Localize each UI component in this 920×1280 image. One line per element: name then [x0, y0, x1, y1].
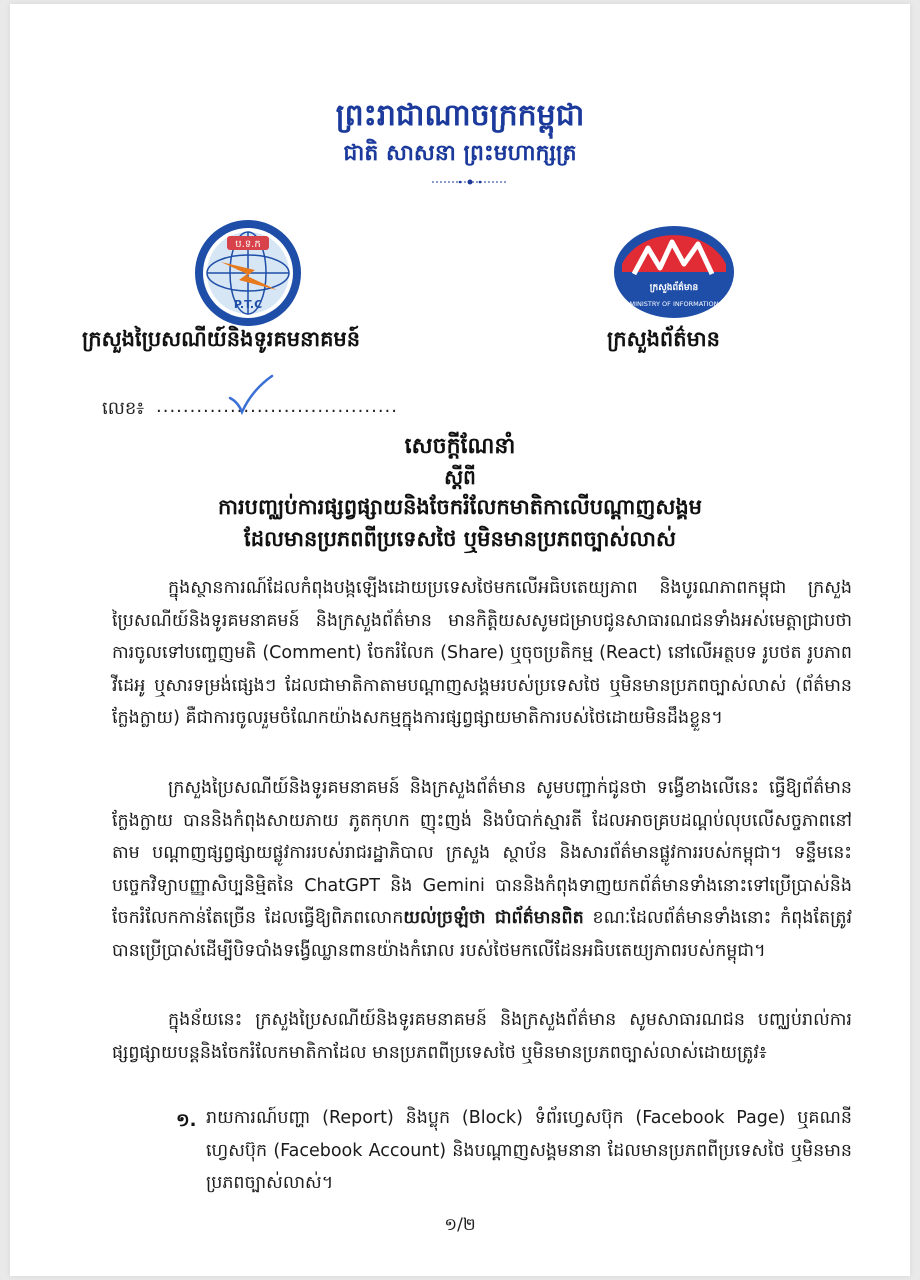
paragraph-2-text-b: ខណៈដែលព័ត៌មានទាំងនោះ កំពុងតែត្រូវបានប្រើប្រាស់ដើម្បីបិទបាំងទង្វើឈ្លានពានយ៉ាងកំរោល របស់ថៃមកលើដែនអធិបតេយ្យភាពរបស់កម្ពុជា។: [112, 908, 852, 961]
ministry-of-information-logo: [608, 224, 740, 324]
paragraph-2-emphasis: យល់ច្រឡំថា ជាព័ត៌មានពិត: [403, 908, 584, 928]
document-subject-line2: ដែលមានប្រភពពីប្រទេសថៃ ឬមិនមានប្រភពច្បាស់លាស់: [244, 527, 676, 551]
paragraph-1-text: ក្នុងស្ថានការណ៍ដែលកំពុងបង្កឡើងដោយប្រទេសថៃមកលើអធិបតេយ្យភាព និងបូរណភាពកម្ពុជា ក្រសួងប្រៃសណីយ៍និងទូរគមនាគមន៍ និងក្រសួងព័ត៌មាន មានកិត្តិយសសូមជម្រាបជូនសាធារណជនទាំងអស់មេត្តាជ្រាបថា ការចូលទៅបញ្ចេញមតិ (Comment) ចែករំលែក (Share) ឬចុចប្រតិកម្ម (React) នៅលើអត្ថបទ រូបថត រូបភាព វីដេអូ ឬសារទម្រង់ផ្សេងៗ ដែលជាមាតិកាតាមបណ្តាញសង្គមរបស់ប្រទេសថៃ ឬមិនមានប្រភពច្បាស់លាស់ (ព័ត៌មានក្លែងក្លាយ) គឺជាការចូលរួមចំណែកយ៉ាងសកម្មក្នុងការផ្សព្វផ្សាយមាតិការបស់ថៃដោយមិនដឹងខ្លួន។: [112, 578, 852, 728]
checkmark-icon: [226, 372, 276, 416]
document-page: [10, 4, 910, 1276]
paragraph-3: [112, 1004, 852, 1069]
ministry-right-name: ក្រសួងព័ត៌មាន: [607, 327, 720, 351]
reference-number-blank: ....................................: [156, 396, 398, 417]
ptc-logo-latin: P.T.C: [233, 298, 263, 311]
list-item-1-text: រាយការណ៍បញ្ហា (Report) និងប្លុក (Block) ទំព័រហ្វេសប៊ុក (Facebook Page) ឬគណនីហ្វេសប៊ុក (Facebook Account) និងបណ្តាញសង្គមនានា ដែលមានប្រភពពីប្រទេសថៃ ឬមិនមានប្រភពច្បាស់លាស់។: [206, 1108, 852, 1193]
ministry-left-name: ក្រសួងប្រៃសណីយ៍និងទូរគមនាគមន៍: [82, 327, 361, 351]
kingdom-title: ព្រះរាជាណាចក្រកម្ពុជា: [335, 98, 585, 133]
ornament-divider: [430, 177, 510, 187]
moi-logo-kh: ក្រសួងព័ត៌មាន: [649, 283, 699, 293]
document-title: សេចក្តីណែនាំ: [404, 434, 516, 459]
paragraph-2: [112, 772, 852, 967]
document-subject-label: ស្តីពី: [444, 465, 476, 489]
paragraph-1: [112, 572, 852, 735]
reference-number-label: លេខ៖: [102, 398, 145, 419]
ptc-logo-abbr: ប.ទ.ក: [235, 239, 261, 250]
paragraph-2-text-a: ក្រសួងប្រៃសណីយ៍និងទូរគមនាគមន៍ និងក្រសួងព័ត៌មាន សូមបញ្ជាក់ជូនថា ទង្វើខាងលើនេះ ធ្វើឱ្យព័ត៌មានក្លែងក្លាយ បាននិងកំពុងសាយភាយ ភូតកុហក ញុះញង់ និងបំបាក់ស្មារតី ដែលអាចគ្របដណ្តប់លុបលើសច្ចភាពនៅតាម បណ្តាញផ្សព្វផ្សាយផ្លូវការរបស់រាជរដ្ឋាភិបាល ក្រសួង ស្ថាប័ន និងសារព័ត៌មានផ្លូវការរបស់កម្ពុជា។ ទន្ទឹមនេះ បច្ចេកវិទ្យាបញ្ញាសិប្បនិម្មិតនៃ ChatGPT និង Gemini បាននិងកំពុងទាញយកព័ត៌មានទាំងនោះទៅប្រើប្រាស់និងចែករំលែកកាន់តែច្រើន ដែលធ្វើឱ្យពិភពលោក: [112, 778, 852, 928]
page-number: ១/២: [444, 1215, 476, 1235]
document-subject-line1: ការបញ្ឈប់ការផ្សព្វផ្សាយនិងចែករំលែកមាតិកាលើបណ្តាញសង្គម: [218, 495, 702, 519]
moi-logo-en: MINISTRY OF INFORMATION: [629, 300, 719, 308]
paragraph-3-text: ក្នុងន័យនេះ ក្រសួងប្រៃសណីយ៍និងទូរគមនាគមន៍ និងក្រសួងព័ត៌មាន សូមសាធារណជន បញ្ឈប់រាល់ការផ្សព្វផ្សាយបន្តនិងចែករំលែកមាតិកាដែល មានប្រភពពីប្រទេសថៃ ឬមិនមានប្រភពច្បាស់លាស់ដោយត្រូវ៖: [112, 1010, 852, 1063]
list-item-1-number: ១.: [176, 1110, 197, 1131]
national-motto: ជាតិ សាសនា ព្រះមហាក្សត្រ: [343, 141, 577, 166]
ptc-logo: [193, 218, 303, 328]
